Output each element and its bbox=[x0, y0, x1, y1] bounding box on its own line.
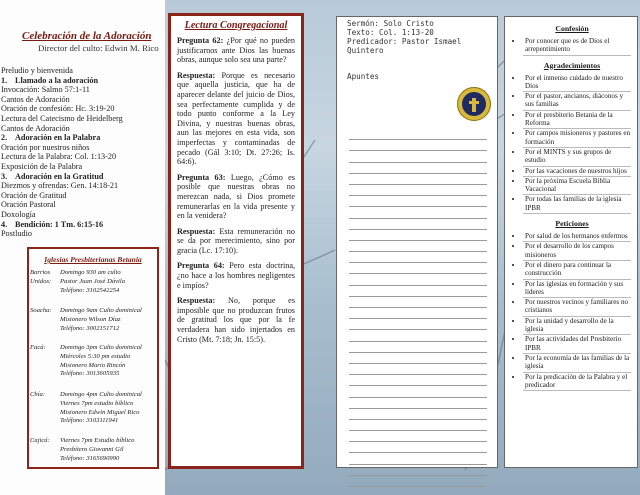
church-details bbox=[60, 344, 158, 379]
church-detail-line: Viernes 7pm Estudio bíblico bbox=[60, 437, 135, 444]
congregational-reading-panel bbox=[168, 13, 304, 469]
church-detail-line: Domingo 4pm Culto dominical bbox=[60, 391, 142, 398]
worship-order-column bbox=[0, 0, 165, 495]
note-line bbox=[349, 330, 487, 341]
prayer-item: • Por el pastor, ancianos, diáconos y sus familias bbox=[523, 92, 631, 111]
note-line bbox=[349, 274, 487, 285]
qa-text: ¿Por qué no pueden justificarnos ante Dios las buenas obras, aunque solo sea una parte? bbox=[177, 36, 295, 65]
church-details bbox=[60, 307, 158, 333]
church-city: Barrios Unidos: bbox=[30, 269, 52, 285]
note-line bbox=[349, 319, 487, 330]
petitions-heading: Peticiones bbox=[555, 219, 589, 229]
note-line bbox=[349, 431, 487, 442]
catechism-question bbox=[177, 261, 295, 290]
note-line bbox=[349, 420, 487, 431]
note-line bbox=[349, 398, 487, 409]
reading-title: Lectura Congregacional bbox=[184, 20, 288, 31]
order-item: Doxología bbox=[1, 209, 36, 219]
catechism-answer bbox=[177, 227, 295, 256]
thanks-list bbox=[513, 74, 631, 214]
church-detail-line: Misionero Mario Rincón bbox=[60, 361, 126, 369]
note-line bbox=[349, 297, 487, 308]
prayer-item: • Por la unidad y desarrollo de la iglesia bbox=[523, 317, 631, 336]
note-line bbox=[349, 129, 487, 140]
church-city: Soacha: bbox=[30, 307, 52, 314]
church-city: Facá: bbox=[30, 344, 46, 351]
catechism-qa bbox=[177, 36, 295, 344]
churches-title: Iglesias Presbiterianas Betania bbox=[44, 255, 142, 264]
qa-text: Porque es necesario que aquella justicia, que ha de aparecer delante del juicio de Dios, sea perfectamente cumplida y de todo punto conforme a la Ley Divina, y nuestras buenas obras, aun las mejores en esta vida, son imperfectas y contaminadas de pecado (Gál 3:10; Dt. 27:26; Is. 64:6). bbox=[177, 70, 295, 167]
order-item: Cantos de Adoración bbox=[1, 123, 70, 133]
note-line bbox=[349, 375, 487, 386]
note-line bbox=[349, 442, 487, 453]
note-line bbox=[349, 476, 487, 487]
order-section bbox=[1, 133, 161, 143]
note-line bbox=[349, 353, 487, 364]
prayer-item: • Por el MINTS y sus grupos de estudio bbox=[523, 148, 631, 167]
note-line bbox=[349, 185, 487, 196]
note-line bbox=[349, 286, 487, 297]
catechism-answer bbox=[177, 71, 295, 167]
church-detail-line: Misionero Edwin Miguel Rico bbox=[60, 408, 140, 416]
church-detail-line: Domingo 3pm Culto dominical bbox=[60, 344, 142, 351]
thanks-heading: Agradecimientos bbox=[543, 60, 601, 70]
qa-text: Esta remuneración no se da por merecimiento, sino por gracia (Lc. 17:10). bbox=[177, 226, 295, 255]
order-item: Oración Pastoral bbox=[1, 200, 56, 210]
order-section-title: Adoración en la Gratitud bbox=[15, 171, 104, 181]
catechism-question bbox=[177, 173, 295, 221]
prayer-item: • Por las iglesias en formación y sus líderes bbox=[523, 280, 631, 299]
notes-label: Apuntes bbox=[347, 72, 380, 81]
prayer-item: • Por el desarrollo de los campos misioneros bbox=[523, 242, 631, 261]
qa-text: Luego, ¿Cómo es posible que nuestras obras no merezcan nada, si Dios promete remunerarlas en la vida presente y en la venidera? bbox=[177, 172, 295, 221]
director-line: Director del culto: Edwin M. Rico bbox=[38, 43, 159, 53]
church-detail-line: Viernes 7pm estudio bíblico bbox=[60, 399, 134, 407]
order-section-number: 4. bbox=[1, 219, 8, 229]
prayer-item: • Por el inmenso cuidado de nuestro Dios bbox=[523, 74, 631, 93]
note-line bbox=[349, 241, 487, 252]
note-line bbox=[349, 386, 487, 397]
note-line bbox=[349, 263, 487, 274]
church-detail-line: Presbítero Giovanni Gil bbox=[60, 445, 124, 453]
prayer-item: • Por conocer que es de Dios el arrepentimiento bbox=[523, 37, 631, 56]
order-item: Invocación: Salmo 57:1-11 bbox=[1, 85, 90, 95]
sermon-text: Texto: Col. 1:13-20 bbox=[347, 28, 434, 37]
prayer-item: • Por la próxima Escuela Biblia Vacacional bbox=[523, 177, 631, 196]
qa-label: Respuesta: bbox=[177, 296, 216, 306]
note-line bbox=[349, 140, 487, 151]
order-section-title: Adoración en la Palabra bbox=[15, 133, 101, 143]
order-section-title: Bendición: 1 Tm. 6:15-16 bbox=[15, 219, 104, 229]
qa-text: No, porque es imposible que no produzcan frutos de gratitud los que por la fe verdadera han sido injertados en Cristo (Mt. 7:18; Jn. 15:5). bbox=[177, 296, 295, 344]
order-section-number: 2. bbox=[1, 133, 8, 143]
order-item: Diezmos y ofrendas: Gen. 14:18-21 bbox=[1, 181, 119, 191]
churches-box bbox=[27, 247, 159, 469]
order-item: Lectura de la Palabra: Col. 1:13-20 bbox=[1, 152, 117, 162]
sermon-title: Sermón: Solo Cristo bbox=[347, 19, 434, 28]
church-detail-line: Teléfono: 3013605935 bbox=[60, 370, 120, 378]
church-detail-line: Miércoles 5:30 pm estudio bbox=[60, 352, 131, 360]
church-details bbox=[60, 269, 158, 295]
qa-text: Pero esta doctrina, ¿no hace a los hombres negligentes e impíos? bbox=[177, 261, 295, 290]
note-line bbox=[349, 151, 487, 162]
order-item: Preludio y bienvenida bbox=[1, 66, 73, 75]
note-line bbox=[349, 196, 487, 207]
prayer-item: • Por nuestros vecinos y familiares no cristianos bbox=[523, 298, 631, 317]
sermon-preacher: Predicador: Pastor Ismael Quintero bbox=[347, 37, 462, 55]
order-section bbox=[1, 76, 161, 86]
prayer-item: • Por todas las familias de la iglesia IPBR bbox=[523, 195, 631, 214]
catechism-question bbox=[177, 36, 295, 65]
prayer-panel bbox=[504, 16, 638, 468]
prayer-item: • Por el dinero para continuar la construcción bbox=[523, 261, 631, 280]
order-item: Oración de confesión: Hc. 3:19-20 bbox=[1, 104, 115, 114]
qa-label: Pregunta 63: bbox=[177, 172, 226, 182]
order-section bbox=[1, 172, 161, 182]
qa-label: Pregunta 62: bbox=[177, 36, 224, 45]
order-item: Postludio bbox=[1, 229, 32, 239]
note-line bbox=[349, 364, 487, 375]
sermon-notes-panel bbox=[336, 16, 498, 468]
church-detail-line: Teléfono: 3002151712 bbox=[60, 324, 120, 332]
church-detail-line: Domingo 9am Culto dominical bbox=[60, 307, 142, 314]
qa-label: Respuesta: bbox=[177, 70, 216, 80]
church-detail-line: Domingo 930 am culto bbox=[60, 269, 121, 276]
note-line bbox=[349, 465, 487, 476]
order-item: Exposición de la Palabra bbox=[1, 161, 83, 171]
confession-list bbox=[513, 37, 631, 56]
note-line bbox=[349, 409, 487, 420]
prayer-item: • Por salud de los hermanos enfermos bbox=[523, 232, 631, 242]
prayer-item: • Por el presbiterio Betania de la Reforma bbox=[523, 111, 631, 130]
church-detail-line: Teléfono: 3103111941 bbox=[60, 417, 119, 425]
note-line bbox=[349, 163, 487, 174]
note-line bbox=[349, 453, 487, 464]
order-section-number: 3. bbox=[1, 171, 8, 181]
note-line bbox=[349, 308, 487, 319]
prayer-item: • Por la predicación de la Palabra y el predicador bbox=[523, 373, 631, 392]
order-item: Lectura del Catecismo de Heidelberg bbox=[1, 113, 123, 123]
note-line bbox=[349, 230, 487, 241]
note-line bbox=[349, 252, 487, 263]
qa-label: Respuesta: bbox=[177, 226, 216, 236]
order-item: Oración por nuestros niños bbox=[1, 142, 90, 152]
worship-title: Celebración de la Adoración bbox=[22, 30, 152, 42]
church-detail-line: Misionero Wilson Díaz bbox=[60, 315, 121, 323]
prayer-item: • Por las actividades del Presbiterio IPBR bbox=[523, 335, 631, 354]
church-city: Chía: bbox=[30, 391, 46, 398]
church-details bbox=[60, 391, 158, 426]
prayer-item: • Por campos misioneros y pastores en formación bbox=[523, 129, 631, 148]
church-detail-line: Teléfono: 3102542254 bbox=[60, 286, 120, 294]
order-section-title: Llamado a la adoración bbox=[15, 75, 99, 85]
order-section-number: 1. bbox=[1, 75, 8, 85]
petitions-list bbox=[513, 232, 631, 391]
note-line bbox=[349, 174, 487, 185]
church-seal-logo bbox=[457, 87, 491, 121]
qa-label: Pregunta 64: bbox=[177, 261, 225, 271]
catechism-answer bbox=[177, 296, 295, 344]
note-line bbox=[349, 207, 487, 218]
prayer-item: • Por las vacaciones de nuestros hijos bbox=[523, 167, 631, 177]
order-item: Oración de Gratitud bbox=[1, 190, 67, 200]
note-line bbox=[349, 219, 487, 230]
church-details bbox=[60, 437, 158, 463]
confession-heading: Confesión bbox=[555, 24, 589, 33]
church-detail-line: Teléfono: 3165690990 bbox=[60, 454, 120, 462]
order-section bbox=[1, 220, 161, 230]
church-city: Cajicá: bbox=[30, 437, 50, 444]
notes-ruled-lines bbox=[349, 129, 487, 487]
note-line bbox=[349, 342, 487, 353]
order-item: Cantos de Adoración bbox=[1, 94, 70, 104]
church-detail-line: Pastor Juan José Dávila bbox=[60, 277, 126, 285]
order-of-service bbox=[1, 66, 161, 239]
prayer-item: • Por la economía de las familias de la iglesia bbox=[523, 354, 631, 373]
